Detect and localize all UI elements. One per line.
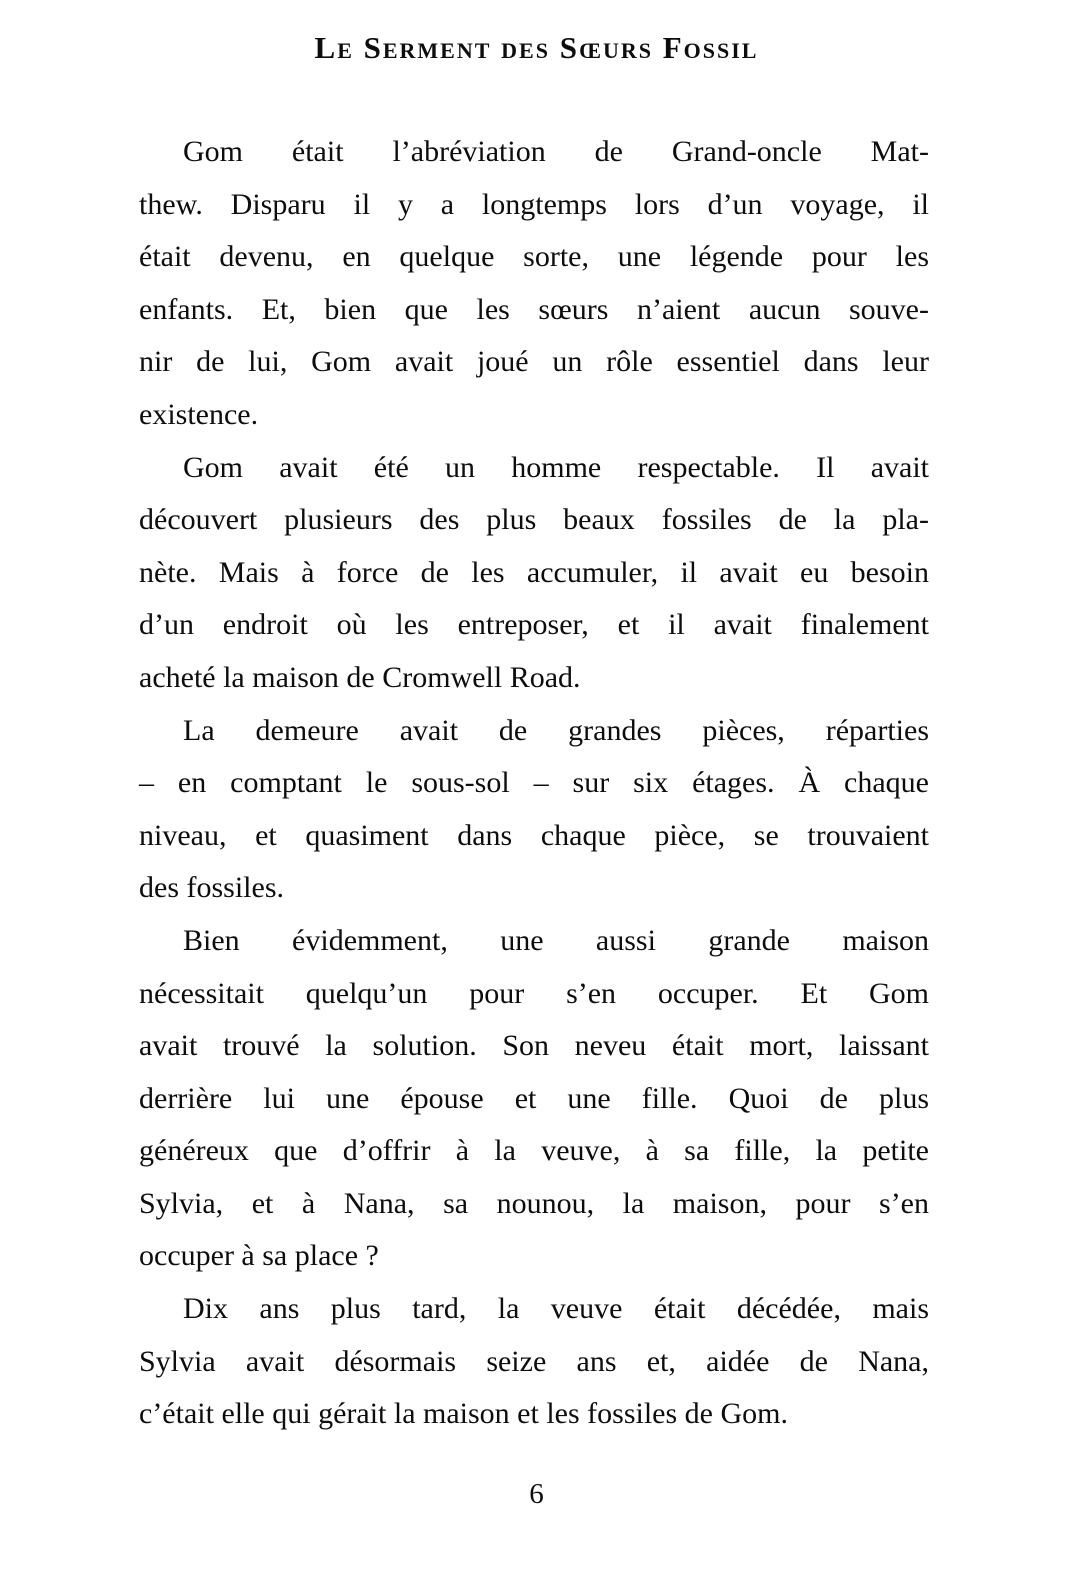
text-line: découvert plusieurs des plus beaux fossiles de la pla-	[139, 503, 929, 537]
text-line: Gom était l’abréviation de Grand-oncle Mat-	[183, 135, 929, 168]
text-line: thew. Disparu il y a longtemps lors d’un voyage, il	[139, 187, 929, 221]
running-head: Le Serment des Sœurs Fossil	[314, 30, 759, 65]
text-line: Sylvia avait désormais seize ans et, aidée de Nana,	[139, 1344, 929, 1378]
paragraph	[139, 705, 929, 915]
text-line: était devenu, en quelque sorte, une légende pour les	[139, 240, 929, 274]
text-line: niveau, et quasiment dans chaque pièce, se trouvaient	[139, 818, 929, 852]
text-line: occuper à sa place ?	[139, 1239, 379, 1273]
text-line: enfants. Et, bien que les sœurs n’aient aucun souve-	[139, 292, 929, 326]
text-line: c’était elle qui gérait la maison et les fossiles de Gom.	[139, 1397, 788, 1431]
text-line: des fossiles.	[139, 871, 284, 905]
text-line: nir de lui, Gom avait joué un rôle essentiel dans leur	[139, 345, 929, 379]
text-line: Bien évidemment, une aussi grande maison	[183, 923, 929, 957]
page-number: 6	[529, 1478, 544, 1510]
paragraph	[139, 1283, 929, 1441]
text-line: nécessitait quelqu’un pour s’en occuper. Et Gom	[139, 976, 929, 1010]
page-body	[139, 126, 929, 1441]
text-line: derrière lui une épouse et une fille. Quoi de plus	[139, 1081, 929, 1115]
text-line: Sylvia, et à Nana, sa nounou, la maison, pour s’en	[139, 1186, 929, 1220]
text-line: nète. Mais à force de les accumuler, il avait eu besoin	[139, 555, 929, 589]
text-line: avait trouvé la solution. Son neveu était mort, laissant	[139, 1029, 929, 1063]
text-line: existence.	[139, 397, 259, 431]
text-line: La demeure avait de grandes pièces, réparties	[183, 713, 929, 747]
text-line: Dix ans plus tard, la veuve était décédée, mais	[183, 1292, 929, 1326]
text-line: – en comptant le sous-sol – sur six étages. À chaque	[139, 766, 929, 800]
paragraph	[139, 915, 929, 1283]
text-line: d’un endroit où les entreposer, et il avait finalement	[139, 608, 929, 642]
paragraph	[139, 442, 929, 705]
text-line: généreux que d’offrir à la veuve, à sa fille, la petite	[139, 1134, 929, 1168]
paragraph	[139, 126, 929, 442]
text-line: acheté la maison de Cromwell Road.	[139, 660, 581, 694]
text-line: Gom avait été un homme respectable. Il avait	[183, 450, 929, 484]
